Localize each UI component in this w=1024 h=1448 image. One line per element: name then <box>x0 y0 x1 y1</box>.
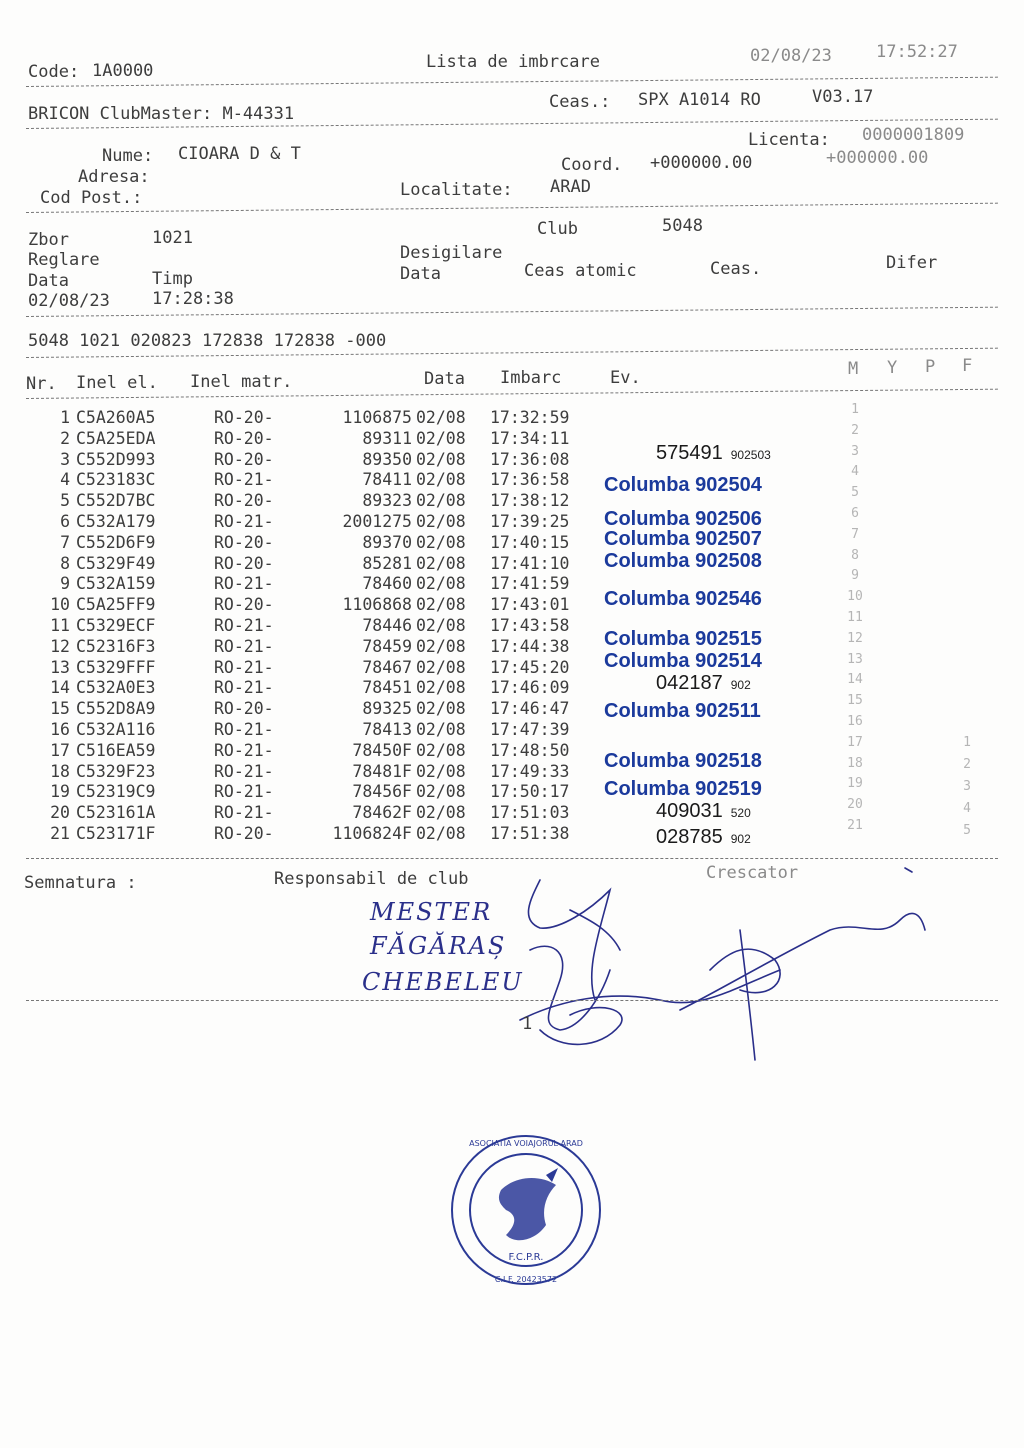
arrival-date: 02/08 <box>416 408 466 427</box>
row-tick-number: 11 <box>847 609 863 625</box>
col-header-imbarc: Imbarc <box>500 368 562 388</box>
arrival-date: 02/08 <box>416 678 466 698</box>
ring-prefix: RO-20- <box>214 553 274 573</box>
arrival-date: 02/08 <box>416 615 466 635</box>
ring-prefix: RO-21- <box>214 761 274 781</box>
ring-sticker-text: Columba 902507 <box>604 528 762 550</box>
arrivals-table <box>22 408 584 845</box>
right-tick-number: 3 <box>963 779 971 794</box>
right-tick-number: 2 <box>963 757 971 772</box>
arrival-time: 17:43:01 <box>490 595 570 615</box>
row-number: 8 <box>60 553 70 573</box>
ring-electronic: C52316F3 <box>76 636 156 656</box>
ring-matricol: 78446 <box>362 615 412 635</box>
ring-sticker <box>656 800 751 822</box>
col-header-data: Data <box>424 369 465 389</box>
table-row <box>22 824 584 845</box>
ring-matricol: 89370 <box>362 532 412 552</box>
arrival-time: 17:32:59 <box>490 408 570 427</box>
arrival-date: 02/08 <box>416 782 466 802</box>
ring-matricol: 89311 <box>362 428 412 448</box>
ring-electronic: C532A159 <box>76 574 156 594</box>
arrival-date: 02/08 <box>416 699 466 719</box>
difer-label: Difer <box>886 253 938 273</box>
table-row <box>22 762 584 783</box>
ring-electronic: C552D7BC <box>76 491 156 511</box>
row-number: 4 <box>60 470 70 490</box>
document-title: Lista de imbrcare <box>426 52 600 72</box>
row-number: 21 <box>50 823 70 843</box>
ring-sticker <box>656 442 771 464</box>
row-number: 11 <box>50 615 70 635</box>
ring-sticker <box>604 778 762 800</box>
table-row <box>22 450 584 471</box>
club-label: Club <box>537 219 578 239</box>
row-tick-number: 21 <box>847 817 863 833</box>
right-tick-number: 4 <box>963 801 971 816</box>
arrival-time: 17:36:08 <box>490 449 570 469</box>
header-date: 02/08/23 <box>750 46 832 66</box>
ceas-label: Ceas.: <box>549 92 611 112</box>
arrival-time: 17:46:47 <box>490 699 570 719</box>
arrival-time: 17:44:38 <box>490 636 570 656</box>
zbor-value: 1021 <box>152 228 193 248</box>
ring-electronic: C552D6F9 <box>76 532 156 552</box>
table-row <box>22 637 584 658</box>
arrival-date: 02/08 <box>416 470 466 490</box>
table-row <box>22 512 584 533</box>
row-tick-number: 4 <box>851 464 859 480</box>
row-number: 18 <box>50 761 70 781</box>
row-tick-number: 10 <box>847 589 863 605</box>
flight-summary: 5048 1021 020823 172838 172838 -000 <box>28 331 387 351</box>
ring-sticker <box>604 588 762 610</box>
ring-sticker-column <box>596 428 836 852</box>
coord-x: +000000.00 <box>650 153 753 173</box>
row-tick-number: 3 <box>851 443 859 459</box>
arrival-time: 17:36:58 <box>490 470 570 490</box>
ring-sticker-text: Columba 902546 <box>604 588 762 610</box>
stamp-ring-text: ASOCIATIA VOIAJORUL ARAD <box>469 1139 583 1148</box>
divider <box>26 1000 998 1001</box>
ring-prefix: RO-20- <box>214 595 274 615</box>
right-tick-number: 1 <box>963 735 971 750</box>
arrival-time: 17:43:58 <box>490 615 570 635</box>
row-tick-number: 14 <box>847 672 863 688</box>
col-header-ev: Ev. <box>610 368 641 388</box>
arrival-time: 17:51:03 <box>490 803 570 823</box>
ring-prefix: RO-20- <box>214 823 274 843</box>
table-row <box>22 658 584 679</box>
row-number: 1 <box>60 408 70 427</box>
arrival-time: 17:51:38 <box>490 823 570 843</box>
ring-electronic: C523171F <box>76 823 156 843</box>
stamp-cif-text: C.I.F. 20423572 <box>494 1275 558 1284</box>
ring-sticker <box>604 700 761 722</box>
ring-sticker-text: 028785 <box>656 826 723 848</box>
zbor-label: Zbor <box>28 230 69 250</box>
reglare-timp-label: Timp <box>152 269 193 289</box>
ring-prefix: RO-21- <box>214 511 274 531</box>
row-tick-number: 15 <box>847 693 863 709</box>
ring-prefix: RO-20- <box>214 699 274 719</box>
arrival-time: 17:41:59 <box>490 574 570 594</box>
arrival-date: 02/08 <box>416 761 466 781</box>
row-number: 15 <box>50 699 70 719</box>
arrival-time: 17:41:10 <box>490 553 570 573</box>
ring-matricol: 78462F <box>352 803 412 823</box>
arrival-date: 02/08 <box>416 740 466 760</box>
table-row <box>22 741 584 762</box>
ring-matricol: 1106868 <box>342 595 412 615</box>
col-header-nr: Nr. <box>26 374 57 394</box>
ring-matricol: 1106875 <box>342 408 412 427</box>
ring-electronic: C532A0E3 <box>76 678 156 698</box>
handwritten-name-1: MESTER <box>370 898 493 926</box>
ring-electronic: C523161A <box>76 803 156 823</box>
row-tick-number: 20 <box>847 797 863 813</box>
ring-electronic: C52319C9 <box>76 782 156 802</box>
ring-sticker <box>604 528 762 550</box>
ring-matricol: 78451 <box>362 678 412 698</box>
ring-prefix: RO-20- <box>214 532 274 552</box>
arrival-time: 17:39:25 <box>490 511 570 531</box>
table-row <box>22 678 584 699</box>
divider <box>26 389 998 399</box>
ring-electronic: C5A260A5 <box>76 408 156 427</box>
ring-sticker <box>656 826 751 848</box>
col-header-p: P <box>925 357 936 377</box>
arrival-date: 02/08 <box>416 595 466 615</box>
ring-electronic: C532A116 <box>76 719 156 739</box>
row-tick-number: 9 <box>851 568 859 584</box>
ring-sticker-text: 575491 <box>656 442 723 464</box>
adresa-label: Adresa: <box>78 167 150 187</box>
ring-matricol: 89325 <box>362 699 412 719</box>
ring-electronic: C552D993 <box>76 449 156 469</box>
ring-prefix: RO-21- <box>214 678 274 698</box>
col-header-y: Y <box>887 358 898 378</box>
responsabil-label: Responsabil de club <box>274 869 469 889</box>
ring-electronic: C5329ECF <box>76 615 156 635</box>
table-row <box>22 595 584 616</box>
localitate-label: Localitate: <box>400 180 513 200</box>
localitate-value: ARAD <box>550 177 591 197</box>
nume-value: CIOARA D & T <box>178 144 301 164</box>
crescator-label: Crescator <box>706 863 799 883</box>
licenta-label: Licenta: <box>748 130 830 150</box>
ring-electronic: C5A25EDA <box>76 428 156 448</box>
ring-sticker-small-text: 902 <box>730 678 751 692</box>
table-row <box>22 533 584 554</box>
ring-matricol: 78459 <box>362 636 412 656</box>
ring-prefix: RO-21- <box>214 470 274 490</box>
row-tick-number: 6 <box>851 505 859 521</box>
ring-matricol: 78450F <box>352 740 412 760</box>
ring-sticker-small-text: 902503 <box>730 448 771 462</box>
arrival-time: 17:46:09 <box>490 678 570 698</box>
table-row <box>22 574 584 595</box>
ring-prefix: RO-20- <box>214 408 274 427</box>
ring-matricol: 78467 <box>362 657 412 677</box>
arrival-time: 17:38:12 <box>490 491 570 511</box>
page-number: 1 <box>522 1014 533 1034</box>
header-time: 17:52:27 <box>876 42 958 62</box>
ring-prefix: RO-21- <box>214 636 274 656</box>
ring-matricol: 85281 <box>362 553 412 573</box>
table-row <box>22 554 584 575</box>
clubmaster-label: BRICON ClubMaster: M-44331 <box>28 104 295 124</box>
ring-sticker-text: Columba 902518 <box>604 750 762 772</box>
coord-y: +000000.00 <box>826 148 929 168</box>
arrival-date: 02/08 <box>416 719 466 739</box>
club-value: 5048 <box>662 216 703 236</box>
ring-electronic: C5A25FF9 <box>76 595 156 615</box>
right-tick-numbers <box>952 732 982 842</box>
ring-sticker-text: Columba 902519 <box>604 778 762 800</box>
arrival-time: 17:47:39 <box>490 719 570 739</box>
ring-sticker-text: 409031 <box>656 800 723 822</box>
table-row <box>22 408 584 429</box>
ring-prefix: RO-21- <box>214 615 274 635</box>
ring-sticker <box>604 474 762 496</box>
handwritten-name-2: FĂGĂRAȘ <box>370 932 507 960</box>
ring-sticker <box>604 750 762 772</box>
table-row <box>22 491 584 512</box>
row-tick-number: 5 <box>851 485 859 501</box>
ring-sticker-text: Columba 902504 <box>604 474 762 496</box>
col-header-inel-matr: Inel matr. <box>190 372 293 392</box>
row-number: 2 <box>60 428 70 448</box>
licenta-value: 0000001809 <box>862 125 965 145</box>
ring-electronic: C552D8A9 <box>76 699 156 719</box>
row-number: 5 <box>60 491 70 511</box>
ring-electronic: C5329F49 <box>76 553 156 573</box>
ring-sticker <box>604 508 762 530</box>
ring-sticker-small-text: 520 <box>730 806 751 820</box>
ring-electronic: C523183C <box>76 470 156 490</box>
codpost-label: Cod Post.: <box>40 188 143 208</box>
arrival-date: 02/08 <box>416 532 466 552</box>
row-number: 12 <box>50 636 70 656</box>
row-number: 20 <box>50 803 70 823</box>
row-number: 16 <box>50 719 70 739</box>
ring-prefix: RO-21- <box>214 782 274 802</box>
reglare-timp-value: 17:28:38 <box>152 289 234 309</box>
ring-matricol: 1106824F <box>332 823 412 843</box>
reglare-data-label: Data <box>28 271 69 291</box>
col-header-f: F <box>962 356 973 376</box>
desigilare-data-label: Data <box>400 264 441 284</box>
table-row <box>22 803 584 824</box>
ring-matricol: 78411 <box>362 470 412 490</box>
row-number: 6 <box>60 511 70 531</box>
ring-matricol: 78481F <box>352 761 412 781</box>
ceas-atomic-label: Ceas atomic <box>524 261 637 281</box>
ring-sticker-text: Columba 902508 <box>604 550 762 572</box>
ring-prefix: RO-21- <box>214 574 274 594</box>
arrival-time: 17:49:33 <box>490 761 570 781</box>
row-number: 17 <box>50 740 70 760</box>
code-value: 1A0000 <box>92 61 154 81</box>
row-tick-number: 17 <box>847 734 863 750</box>
row-number: 7 <box>60 532 70 552</box>
ring-matricol: 78460 <box>362 574 412 594</box>
ring-sticker <box>604 550 762 572</box>
arrival-date: 02/08 <box>416 428 466 448</box>
handwritten-name-3: CHEBELEU <box>362 968 524 996</box>
ceas-value: SPX A1014 RO <box>638 90 761 110</box>
ring-prefix: RO-20- <box>214 428 274 448</box>
club-stamp <box>446 1130 606 1290</box>
ring-sticker-text: Columba 902506 <box>604 508 762 530</box>
ring-prefix: RO-21- <box>214 803 274 823</box>
table-row <box>22 699 584 720</box>
ring-sticker-text: Columba 902515 <box>604 628 762 650</box>
ring-sticker-text: Columba 902511 <box>604 700 761 722</box>
ring-prefix: RO-21- <box>214 740 274 760</box>
reglare-data-value: 02/08/23 <box>28 291 110 311</box>
arrival-date: 02/08 <box>416 823 466 843</box>
arrival-time: 17:40:15 <box>490 532 570 552</box>
divider <box>26 77 998 87</box>
arrival-date: 02/08 <box>416 553 466 573</box>
ring-electronic: C5329FFF <box>76 657 156 677</box>
ring-sticker <box>604 628 762 650</box>
table-row <box>22 782 584 803</box>
stamp-center-text: F.C.P.R. <box>508 1252 544 1263</box>
version: V03.17 <box>812 87 874 107</box>
row-tick-number: 19 <box>847 776 863 792</box>
row-tick-number: 1 <box>851 402 859 417</box>
nume-label: Nume: <box>102 146 154 166</box>
semnatura-label: Semnatura : <box>24 873 137 893</box>
col-header-m: M <box>848 359 859 379</box>
table-row <box>22 470 584 491</box>
row-tick-number: 12 <box>847 630 863 646</box>
signature-scribbles <box>500 850 960 1070</box>
ring-matricol: 89323 <box>362 491 412 511</box>
row-tick-number: 13 <box>847 651 863 667</box>
ring-prefix: RO-20- <box>214 491 274 511</box>
row-number: 13 <box>50 657 70 677</box>
ring-sticker-text: Columba 902514 <box>604 650 762 672</box>
row-tick-number: 18 <box>847 755 863 771</box>
table-row <box>22 616 584 637</box>
arrival-date: 02/08 <box>416 803 466 823</box>
table-row <box>22 720 584 741</box>
coord-label: Coord. <box>561 155 623 175</box>
row-number: 10 <box>50 595 70 615</box>
arrival-time: 17:50:17 <box>490 782 570 802</box>
row-tick-numbers <box>840 400 870 837</box>
reglare-label: Reglare <box>28 250 100 270</box>
ring-matricol: 78456F <box>352 782 412 802</box>
arrival-date: 02/08 <box>416 657 466 677</box>
ring-matricol: 89350 <box>362 449 412 469</box>
ring-matricol: 78413 <box>362 719 412 739</box>
arrival-date: 02/08 <box>416 449 466 469</box>
ring-prefix: RO-21- <box>214 719 274 739</box>
ring-electronic: C516EA59 <box>76 740 156 760</box>
row-number: 3 <box>60 449 70 469</box>
ceas-column-label: Ceas. <box>710 259 762 279</box>
row-tick-number: 16 <box>847 713 863 729</box>
ring-sticker <box>656 672 751 694</box>
row-number: 14 <box>50 678 70 698</box>
right-tick-number: 5 <box>963 823 971 838</box>
ring-sticker <box>604 650 762 672</box>
ring-sticker-text: 042187 <box>656 672 723 694</box>
ring-electronic: C532A179 <box>76 511 156 531</box>
row-tick-number: 2 <box>851 422 859 438</box>
arrival-time: 17:48:50 <box>490 740 570 760</box>
arrival-date: 02/08 <box>416 511 466 531</box>
arrival-time: 17:45:20 <box>490 657 570 677</box>
ring-matricol: 2001275 <box>342 511 412 531</box>
row-tick-number: 8 <box>851 547 859 563</box>
ring-sticker-small-text: 902 <box>730 832 751 846</box>
row-tick-number: 7 <box>851 526 859 542</box>
ring-electronic: C5329F23 <box>76 761 156 781</box>
ring-prefix: RO-20- <box>214 449 274 469</box>
desigilare-label: Desigilare <box>400 243 503 263</box>
arrival-date: 02/08 <box>416 574 466 594</box>
ring-prefix: RO-21- <box>214 657 274 677</box>
col-header-inel-el: Inel el. <box>76 373 158 393</box>
arrival-time: 17:34:11 <box>490 428 570 448</box>
arrival-date: 02/08 <box>416 491 466 511</box>
row-number: 19 <box>50 782 70 802</box>
arrival-date: 02/08 <box>416 636 466 656</box>
row-number: 9 <box>60 574 70 594</box>
divider <box>26 203 998 213</box>
code-label: Code: <box>28 62 80 82</box>
table-row <box>22 429 584 450</box>
